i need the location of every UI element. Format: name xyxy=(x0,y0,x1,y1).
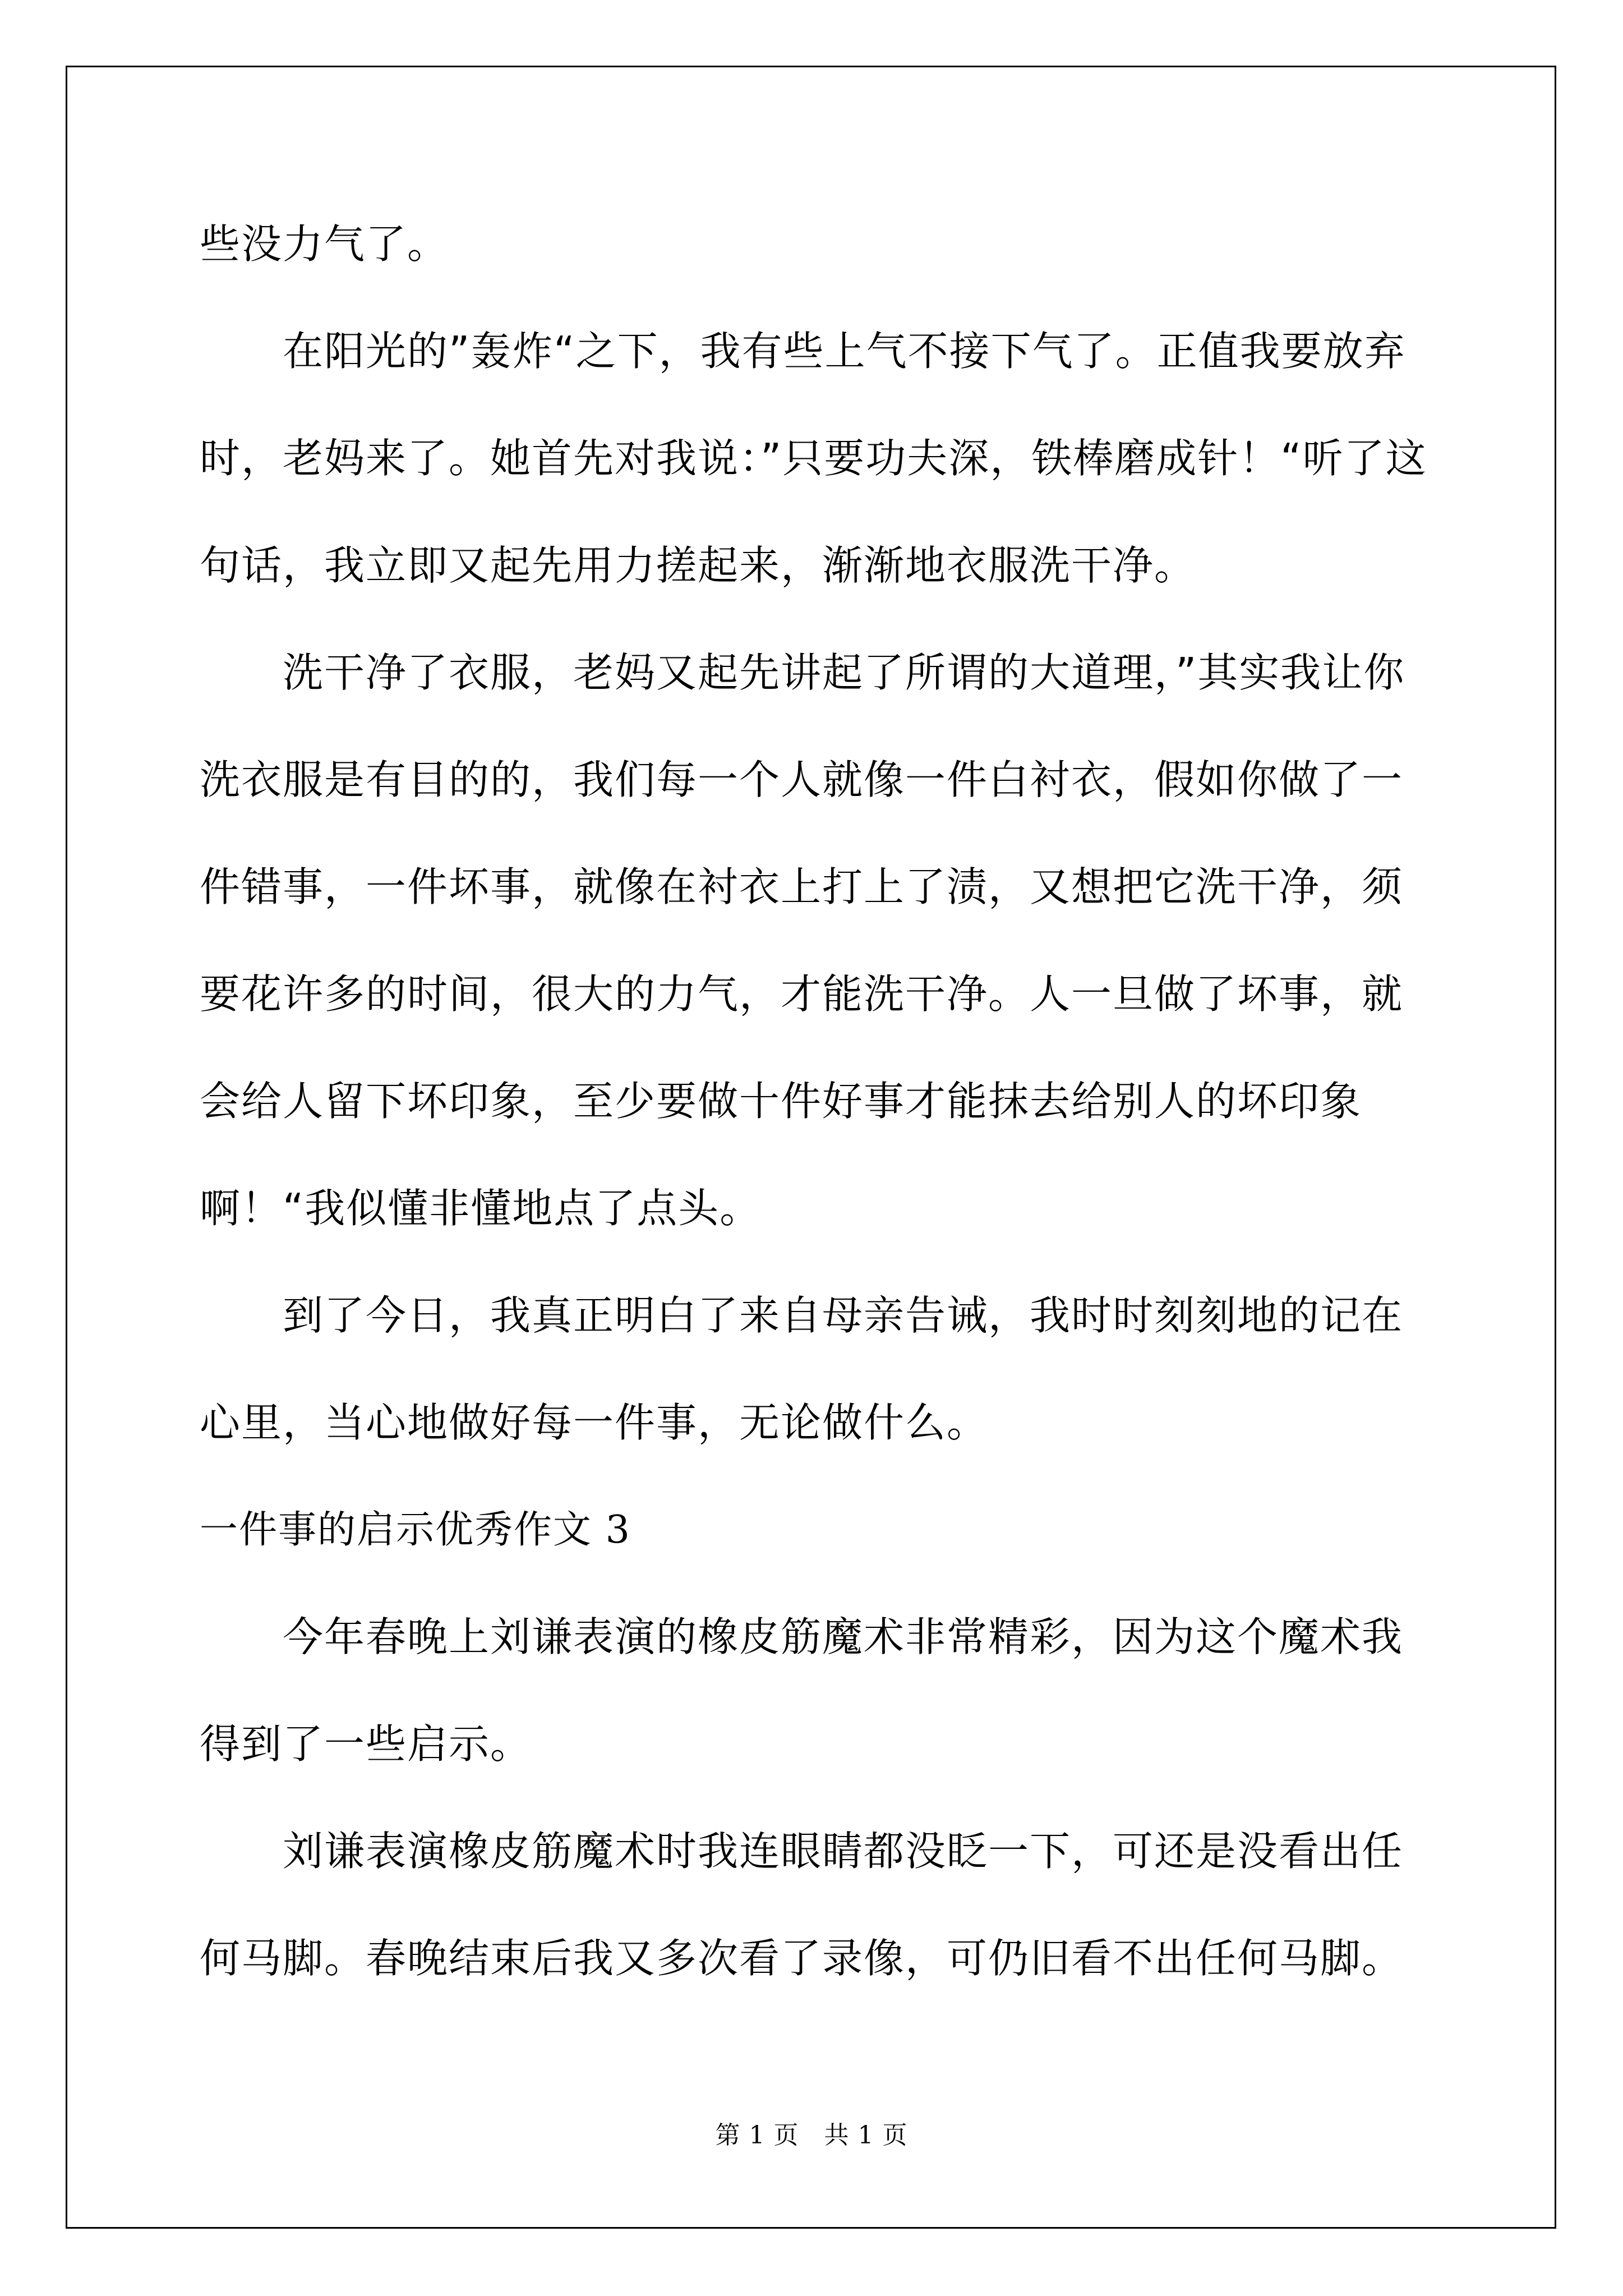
page-number: 第 1 页 xyxy=(715,2121,799,2150)
footer-gap xyxy=(799,2121,824,2150)
paragraph-4: 到了今日，我真正明白了来自母亲告诫，我时时刻刻地的记在心里，当心地做好每一件事，无论做什么。 xyxy=(200,1292,1404,1446)
page-footer xyxy=(0,2115,1623,2151)
page-total: 共 1 页 xyxy=(824,2121,908,2150)
section-title: 一件事的启示优秀作文 3 xyxy=(200,1508,631,1552)
paragraph-2: 在阳光的”轰炸“之下，我有些上气不接下气了。正值我要放弃时，老妈来了。她首先对我说：”只要功夫深，铁棒磨成针！“听了这句话，我立即又起先用力搓起来，渐渐地衣服洗干净。 xyxy=(200,328,1427,589)
section-paragraph-1: 今年春晚上刘谦表演的橡皮筋魔术非常精彩，因为这个魔术我得到了一些启示。 xyxy=(200,1613,1404,1768)
section-paragraph-2: 刘谦表演橡皮筋魔术时我连眼睛都没眨一下，可还是没看出任何马脚。春晚结束后我又多次看了录像，可仍旧看不出任何马脚。 xyxy=(200,1828,1404,1982)
paragraph-3: 洗干净了衣服，老妈又起先讲起了所谓的大道理，”其实我让你洗衣服是有目的的，我们每一个人就像一件白衬衣，假如你做了一件错事，一件坏事，就像在衬衣上打上了渍，又想把它洗干净，须要花许多的时间，很大的力气，才能洗干净。人一旦做了坏事，就会给人留下坏印象，至少要做十件好事才能抹去给别人的坏印象啊！“我似懂非懂地点了点头。 xyxy=(200,649,1405,1232)
paragraph-1: 些没力气了。 xyxy=(200,220,449,268)
document-body xyxy=(200,191,1431,2012)
